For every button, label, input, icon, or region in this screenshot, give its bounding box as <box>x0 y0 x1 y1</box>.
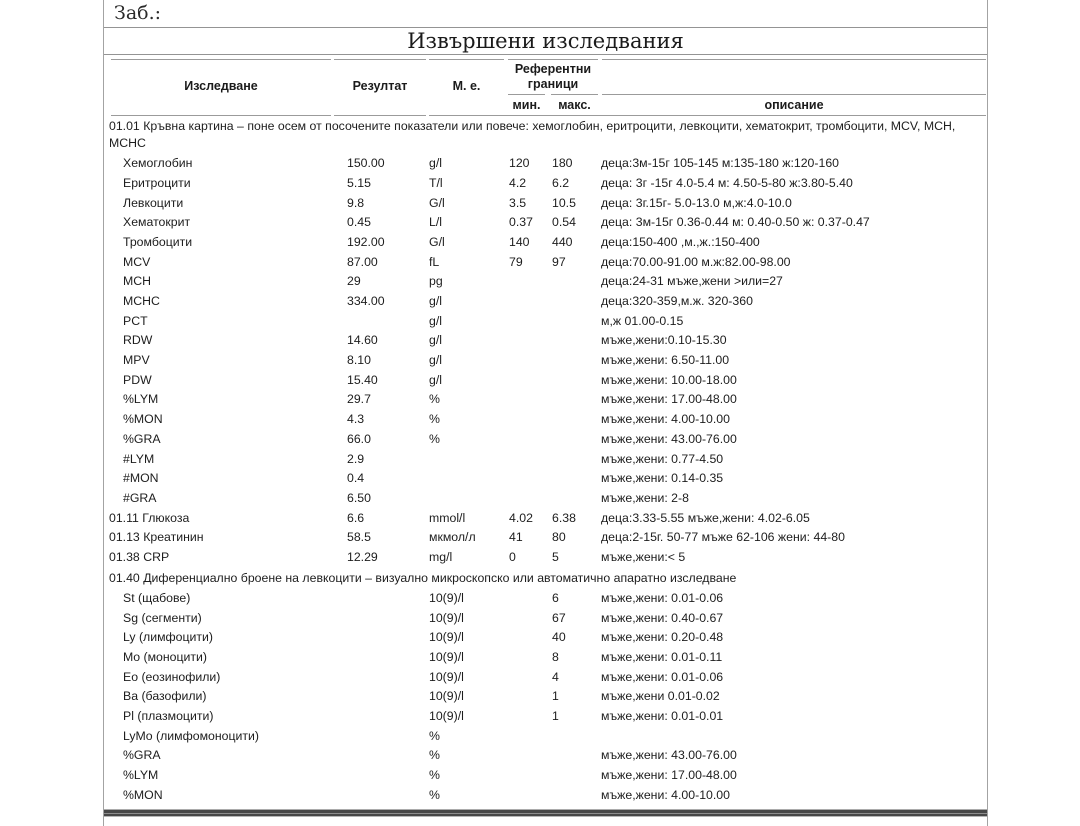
min-cell <box>509 371 552 391</box>
min-cell <box>509 766 552 786</box>
table-row <box>104 786 987 806</box>
description-cell: деца: 3г -15г 4.0-5.4 м: 4.50-5-80 ж:3.80-5.40 <box>601 175 853 190</box>
description-cell: мъже,жени: 17.00-48.00 <box>601 392 737 407</box>
test-name-cell: MCH <box>123 274 152 289</box>
column-header-unit: М. е. <box>452 79 481 93</box>
description-cell: деца:320-359,м.ж. 320-360 <box>601 294 753 308</box>
column-rule <box>334 59 426 60</box>
description-cell: деца:2-15г. 50-77 мъже 62-106 жени: 44-80 <box>601 530 845 545</box>
min-cell: 120 <box>509 156 530 171</box>
unit-cell: 10(9)/l <box>429 669 464 684</box>
column-header-result: Резултат <box>352 79 408 93</box>
column-rule <box>111 59 331 60</box>
table-row <box>104 628 987 648</box>
test-name-cell: %LYM <box>123 768 159 783</box>
min-cell <box>509 589 552 609</box>
test-name-cell: Ly (лимфоцити) <box>123 630 214 645</box>
description-cell: деца:24-31 мъже,жени >или=27 <box>601 274 783 289</box>
table-row <box>104 430 987 450</box>
table-row <box>104 292 987 312</box>
unit-cell: 10(9)/l <box>429 649 464 664</box>
min-cell <box>509 786 552 806</box>
test-name-cell: Sg (сегменти) <box>123 610 202 625</box>
unit-cell: mg/l <box>429 549 453 564</box>
table-row <box>104 331 987 351</box>
column-rule <box>602 59 986 60</box>
description-cell: мъже,жени: 2-8 <box>601 490 689 505</box>
min-cell <box>509 292 552 312</box>
column-rule <box>334 115 426 116</box>
unit-cell: g/l <box>429 353 442 368</box>
min-cell: 79 <box>509 254 523 269</box>
min-cell <box>509 707 552 727</box>
description-cell: мъже,жени: 4.00-10.00 <box>601 412 730 427</box>
column-header-test: Изследване <box>184 79 258 93</box>
description-cell: мъже,жени: 0.01-0.11 <box>601 649 723 664</box>
test-name-cell: Хематокрит <box>123 215 191 230</box>
column-rule <box>602 94 986 95</box>
result-cell: 192.00 <box>347 234 385 249</box>
table-row <box>104 272 987 292</box>
result-cell: 58.5 <box>347 530 371 545</box>
description-cell <box>601 727 987 747</box>
table-row <box>104 213 987 233</box>
result-cell <box>331 707 429 727</box>
max-cell: 4 <box>552 669 559 684</box>
column-header-min: мин. <box>512 98 541 112</box>
unit-cell: 10(9)/l <box>429 689 464 704</box>
table-row <box>104 194 987 214</box>
test-name-cell: RDW <box>123 333 153 348</box>
description-cell: мъже,жени: 43.00-76.00 <box>601 431 737 446</box>
table-row <box>104 233 987 253</box>
max-cell: 5 <box>552 549 559 564</box>
min-cell <box>509 469 552 489</box>
column-rule <box>429 115 986 116</box>
max-cell: 10.5 <box>552 195 576 210</box>
min-cell <box>509 390 552 410</box>
unit-cell: % <box>429 412 440 427</box>
max-cell <box>552 727 601 747</box>
min-cell <box>509 272 552 292</box>
result-cell: 12.29 <box>347 549 378 564</box>
test-name-cell: %MON <box>123 412 163 427</box>
unit-cell: % <box>429 787 440 802</box>
column-header-max: макс. <box>558 98 591 112</box>
result-cell: 14.60 <box>347 333 378 348</box>
column-rule <box>508 59 598 60</box>
table-row <box>104 390 987 410</box>
unit-cell: 10(9)/l <box>429 630 464 645</box>
max-cell: 6.38 <box>552 510 576 525</box>
test-name-cell: %LYM <box>123 392 159 407</box>
column-header-description: описание <box>764 98 824 112</box>
min-cell: 4.02 <box>509 510 533 525</box>
max-cell <box>552 786 601 806</box>
description-cell: деца:3м-15г 105-145 м:135-180 ж:120-160 <box>601 156 840 171</box>
table-row <box>104 450 987 470</box>
unit-cell: g/l <box>429 372 442 387</box>
test-name-cell: MCHC <box>123 294 160 308</box>
test-name-cell: PCT <box>123 313 148 328</box>
description-cell: мъже,жени: 0.01-0.06 <box>601 669 724 684</box>
unit-cell: G/l <box>429 195 445 210</box>
result-cell: 150.00 <box>347 156 385 171</box>
table-row <box>104 351 987 371</box>
unit-cell <box>429 469 509 489</box>
unit-cell: mmol/l <box>429 510 466 525</box>
result-cell: 2.9 <box>347 451 365 466</box>
test-name-cell: PDW <box>123 372 152 387</box>
lab-report-document <box>103 0 988 826</box>
description-cell: м,ж 01.00-0.15 <box>601 313 684 328</box>
table-row <box>104 609 987 629</box>
section-header: 01.01 Кръвна картина – поне осем от посочените показатели или повече: хемоглобин, еритроцити, левкоцити, хематокрит, тромбоцити, MCV, MCH, MCHC <box>109 119 956 151</box>
test-name-cell: %MON <box>123 787 163 802</box>
table-row <box>104 489 987 509</box>
result-cell: 29.7 <box>347 392 371 407</box>
result-cell: 8.10 <box>347 353 371 368</box>
max-cell <box>552 410 601 430</box>
test-name-cell: 01.13 Креатинин <box>109 530 204 545</box>
table-row <box>104 509 987 529</box>
description-cell: мъже,жени: 0.14-0.35 <box>601 471 724 486</box>
table-row <box>104 469 987 489</box>
unit-cell: g/l <box>429 156 442 171</box>
min-cell <box>509 410 552 430</box>
min-cell: 41 <box>509 530 523 545</box>
test-name-cell: LyMo (лимфомоноцити) <box>123 728 260 743</box>
result-cell <box>331 648 429 668</box>
result-cell: 6.50 <box>347 490 371 505</box>
unit-cell: g/l <box>429 313 442 328</box>
description-cell: мъже,жени: 4.00-10.00 <box>601 787 730 802</box>
max-cell <box>552 351 601 371</box>
result-cell: 29 <box>347 274 361 289</box>
max-cell <box>552 371 601 391</box>
table-row <box>104 746 987 766</box>
max-cell: 40 <box>552 630 566 645</box>
max-cell: 1 <box>552 709 559 724</box>
min-cell: 3.5 <box>509 195 527 210</box>
description-cell: мъже,жени: 43.00-76.00 <box>601 748 737 763</box>
test-name-cell: 01.38 CRP <box>109 549 170 564</box>
description-cell: мъже,жени:0.10-15.30 <box>601 333 727 348</box>
max-cell <box>552 292 601 312</box>
max-cell: 1 <box>552 689 559 704</box>
description-cell: мъже,жени: 17.00-48.00 <box>601 768 737 783</box>
result-cell: 334.00 <box>347 294 385 308</box>
result-cell: 4.3 <box>347 412 365 427</box>
column-rule <box>551 94 598 95</box>
test-name-cell: Ba (базофили) <box>123 689 207 704</box>
result-cell: 66.0 <box>347 431 371 446</box>
min-cell <box>509 430 552 450</box>
table-row <box>104 312 987 332</box>
unit-cell: % <box>429 431 440 446</box>
max-cell: 6 <box>552 590 559 605</box>
min-cell: 140 <box>509 234 530 249</box>
unit-cell: L/l <box>429 215 442 230</box>
max-cell: 67 <box>552 610 566 625</box>
page-title: Извършени изследвания <box>407 29 684 53</box>
test-name-cell: %GRA <box>123 431 161 446</box>
max-cell <box>552 312 601 332</box>
unit-cell: мкмол/л <box>429 530 476 545</box>
max-cell <box>552 469 601 489</box>
table-row <box>104 410 987 430</box>
max-cell: 80 <box>552 530 566 545</box>
max-cell <box>552 766 601 786</box>
description-cell: деца:150-400 ,м.,ж.:150-400 <box>601 234 760 249</box>
result-cell <box>331 727 429 747</box>
unit-cell: % <box>429 728 440 743</box>
max-cell: 440 <box>552 234 573 249</box>
min-cell <box>509 727 552 747</box>
result-cell: 6.6 <box>347 510 365 525</box>
result-cell <box>331 668 429 688</box>
max-cell: 6.2 <box>552 175 570 190</box>
min-cell <box>509 687 552 707</box>
max-cell: 8 <box>552 649 559 664</box>
table-row <box>104 174 987 194</box>
unit-cell <box>429 450 509 470</box>
result-cell <box>331 589 429 609</box>
result-cell: 87.00 <box>347 254 378 269</box>
description-cell: мъже,жени: 10.00-18.00 <box>601 372 737 387</box>
description-cell: деца: 3г.15г- 5.0-13.0 м,ж:4.0-10.0 <box>601 195 792 210</box>
test-name-cell: Хемоглобин <box>123 156 193 171</box>
test-name-cell: Eo (еозинофили) <box>123 669 221 684</box>
result-cell: 9.8 <box>347 195 365 210</box>
section-header: 01.40 Диференциално броене на левкоцити – визуално микроскопско или автоматично апаратно изследване <box>109 570 737 585</box>
description-cell: деца:3.33-5.55 мъже,жени: 4.02-6.05 <box>601 510 810 525</box>
result-cell: 15.40 <box>347 372 378 387</box>
description-cell: мъже,жени: 0.77-4.50 <box>601 451 724 466</box>
unit-cell: % <box>429 768 440 783</box>
table-row <box>104 371 987 391</box>
description-cell: мъже,жени: 6.50-11.00 <box>601 353 730 368</box>
unit-cell: T/l <box>429 175 443 190</box>
result-cell <box>331 628 429 648</box>
unit-cell: g/l <box>429 294 442 308</box>
table-body <box>104 116 987 805</box>
min-cell: 0 <box>509 549 516 564</box>
column-rule <box>429 59 504 60</box>
table-row <box>104 253 987 273</box>
test-name-cell: Левкоцити <box>123 195 184 210</box>
result-cell: 0.4 <box>347 471 365 486</box>
max-cell <box>552 430 601 450</box>
test-name-cell: Mo (моноцити) <box>123 649 208 664</box>
description-cell: мъже,жени: 0.20-0.48 <box>601 630 724 645</box>
unit-cell: % <box>429 392 440 407</box>
max-cell: 97 <box>552 254 566 269</box>
description-cell: мъже,жени 0.01-0.02 <box>601 689 720 704</box>
table-row <box>104 154 987 174</box>
min-cell <box>509 609 552 629</box>
table-row <box>104 548 987 568</box>
unit-cell: 10(9)/l <box>429 610 464 625</box>
description-cell: мъже,жени: 0.01-0.06 <box>601 590 724 605</box>
result-cell <box>331 609 429 629</box>
column-rule <box>111 115 331 116</box>
table-row <box>104 707 987 727</box>
result-cell <box>331 312 429 332</box>
test-name-cell: #MON <box>123 471 159 486</box>
column-rule <box>508 94 545 95</box>
min-cell <box>509 331 552 351</box>
test-name-cell: St (щабове) <box>123 590 191 605</box>
table-row <box>104 687 987 707</box>
description-cell: деца:70.00-91.00 м.ж:82.00-98.00 <box>601 254 791 269</box>
table-row <box>104 528 987 548</box>
unit-cell: fL <box>429 254 440 269</box>
max-cell <box>552 272 601 292</box>
min-cell <box>509 668 552 688</box>
min-cell <box>509 746 552 766</box>
test-name-cell: 01.11 Глюкоза <box>109 510 190 525</box>
document-end-bar <box>104 809 987 817</box>
note-label: Заб.: <box>114 2 162 24</box>
test-name-cell: #GRA <box>123 490 157 505</box>
table-row <box>104 727 987 747</box>
max-cell <box>552 390 601 410</box>
max-cell <box>552 489 601 509</box>
result-cell <box>331 766 429 786</box>
max-cell: 180 <box>552 156 573 171</box>
test-name-cell: MPV <box>123 353 150 368</box>
description-cell: мъже,жени: 0.01-0.01 <box>601 709 724 724</box>
test-name-cell: %GRA <box>123 748 161 763</box>
table-header <box>104 55 987 116</box>
min-cell <box>509 489 552 509</box>
test-name-cell: Pl (плазмоцити) <box>123 709 214 724</box>
min-cell <box>509 648 552 668</box>
min-cell <box>509 351 552 371</box>
result-cell <box>331 786 429 806</box>
min-cell <box>509 628 552 648</box>
max-cell <box>552 450 601 470</box>
min-cell <box>509 450 552 470</box>
result-cell <box>331 746 429 766</box>
max-cell <box>552 746 601 766</box>
table-row <box>104 589 987 609</box>
result-cell: 5.15 <box>347 175 371 190</box>
unit-cell: 10(9)/l <box>429 590 464 605</box>
min-cell: 4.2 <box>509 175 527 190</box>
test-name-cell: Тромбоцити <box>123 234 193 249</box>
max-cell: 0.54 <box>552 215 576 230</box>
test-name-cell: MCV <box>123 254 151 269</box>
table-row <box>104 648 987 668</box>
min-cell: 0.37 <box>509 215 533 230</box>
unit-cell: g/l <box>429 333 442 348</box>
test-name-cell: Еритроцити <box>123 175 191 190</box>
unit-cell: 10(9)/l <box>429 709 464 724</box>
description-cell: мъже,жени:< 5 <box>601 549 686 564</box>
result-cell: 0.45 <box>347 215 371 230</box>
result-cell <box>331 687 429 707</box>
test-name-cell: #LYM <box>123 451 155 466</box>
max-cell <box>552 331 601 351</box>
table-row <box>104 766 987 786</box>
unit-cell: % <box>429 748 440 763</box>
unit-cell: G/l <box>429 234 445 249</box>
min-cell <box>509 312 552 332</box>
table-row <box>104 668 987 688</box>
unit-cell <box>429 489 509 509</box>
description-cell: мъже,жени: 0.40-0.67 <box>601 610 724 625</box>
description-cell: деца: 3м-15г 0.36-0.44 м: 0.40-0.50 ж: 0.37-0.47 <box>601 215 870 230</box>
column-header-reference-limits: Референтни граници <box>514 62 592 91</box>
unit-cell: pg <box>429 274 443 289</box>
